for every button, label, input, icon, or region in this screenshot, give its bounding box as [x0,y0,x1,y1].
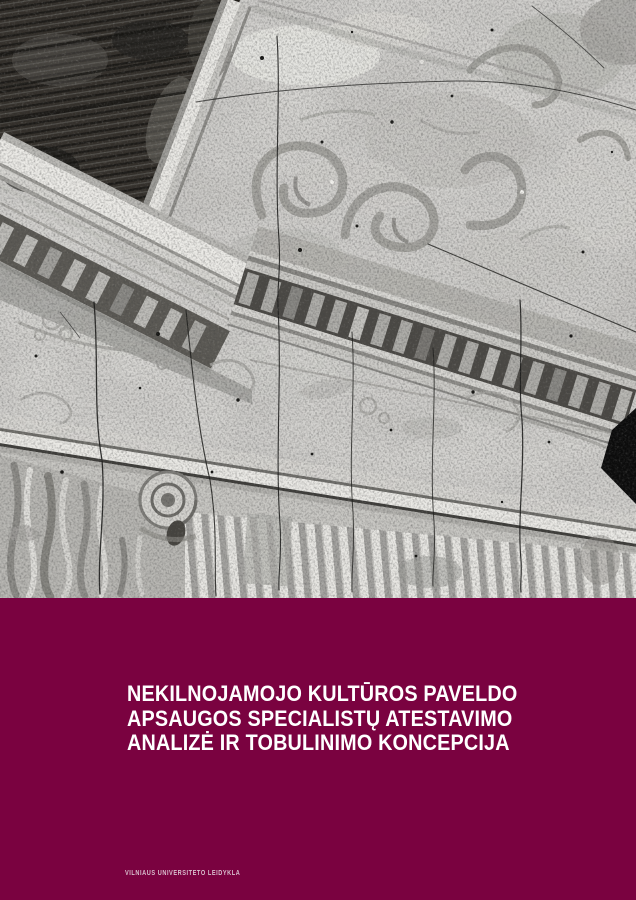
book-title [127,682,517,756]
title-band [0,598,636,900]
title-line-3: ANALIZĖ IR TOBULINIMO KONCEPCIJA [127,730,510,755]
title-line-1: NEKILNOJAMOJO KULTŪROS PAVELDO [127,681,518,706]
publisher-imprint: VILNIAUS UNIVERSITETO LEIDYKLA [125,870,241,877]
title-line-2: APSAUGOS SPECIALISTŲ ATESTAVIMO [127,705,513,731]
